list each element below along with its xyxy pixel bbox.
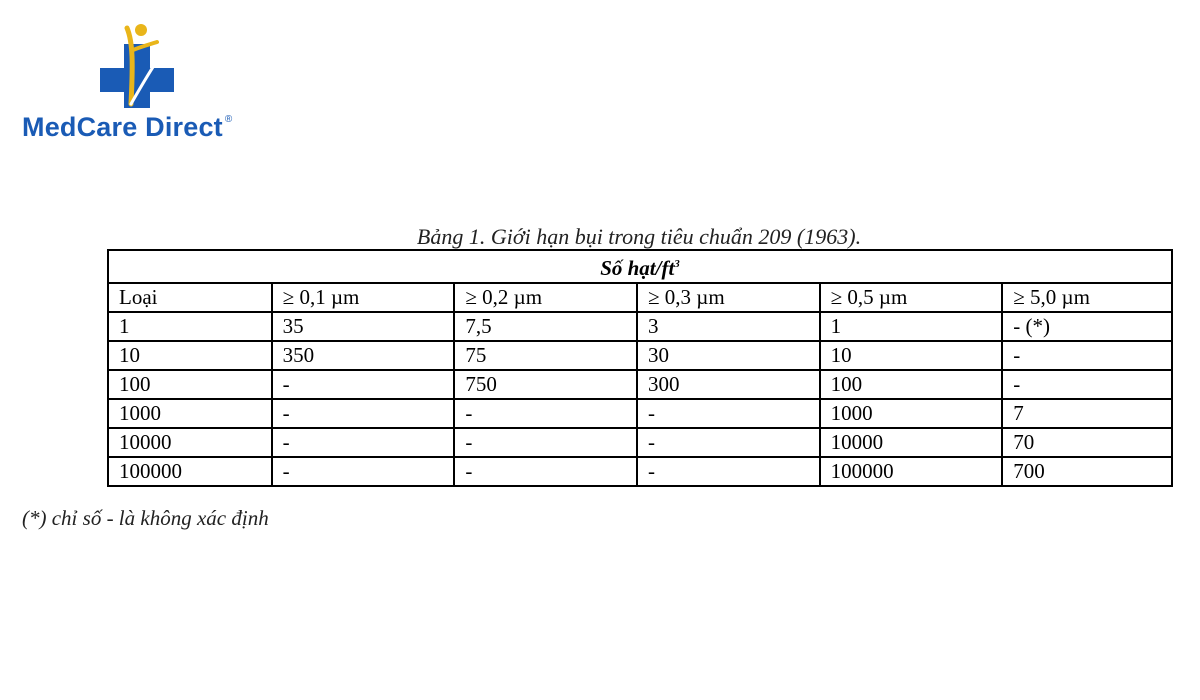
table-row — [108, 312, 1172, 341]
table-cell: - — [272, 428, 455, 457]
table-cell: 3 — [637, 312, 820, 341]
table-cell: 750 — [454, 370, 637, 399]
table-group-header-row — [108, 250, 1172, 283]
table-cell: 1000 — [820, 399, 1003, 428]
column-header: ≥ 0,1 µm — [272, 283, 455, 312]
registered-mark: ® — [224, 114, 233, 125]
column-header: ≥ 0,2 µm — [454, 283, 637, 312]
table-cell: 10000 — [820, 428, 1003, 457]
table-cell: 1000 — [108, 399, 272, 428]
table-cell: - — [272, 399, 455, 428]
table-caption: Bảng 1. Giới hạn bụi trong tiêu chuẩn 209 (1963). — [416, 224, 862, 249]
table-cell: - — [637, 399, 820, 428]
table-cell: 100 — [108, 370, 272, 399]
table-cell: 350 — [272, 341, 455, 370]
table-cell: 70 — [1002, 428, 1172, 457]
group-header-text: Số hạt/ft — [600, 256, 675, 280]
table-cell: - (*) — [1002, 312, 1172, 341]
dust-limit-table — [107, 249, 1173, 487]
column-header: ≥ 5,0 µm — [1002, 283, 1172, 312]
table-cell: 75 — [454, 341, 637, 370]
medcare-direct-logo — [22, 20, 282, 150]
column-header: ≥ 0,3 µm — [637, 283, 820, 312]
table-cell: - — [1002, 341, 1172, 370]
table-cell: 10000 — [108, 428, 272, 457]
table-cell: - — [1002, 370, 1172, 399]
table-column-header-row — [108, 283, 1172, 312]
table-cell: 300 — [637, 370, 820, 399]
group-header-superscript: 3 — [674, 258, 680, 270]
table-row — [108, 428, 1172, 457]
group-header-cell — [108, 250, 1172, 283]
brand-name — [22, 112, 232, 143]
table-cell: - — [272, 370, 455, 399]
table-cell: - — [637, 457, 820, 486]
table-row — [108, 457, 1172, 486]
table-cell: - — [454, 399, 637, 428]
column-header: Loại — [108, 283, 272, 312]
table-cell: 7,5 — [454, 312, 637, 341]
table-cell: - — [272, 457, 455, 486]
table-cell: 35 — [272, 312, 455, 341]
brand-name-text: MedCare Direct — [22, 112, 223, 142]
table-cell: 7 — [1002, 399, 1172, 428]
table-row — [108, 341, 1172, 370]
dust-table-body — [108, 250, 1172, 486]
table-cell: 1 — [820, 312, 1003, 341]
table-cell: 30 — [637, 341, 820, 370]
table-cell: - — [454, 457, 637, 486]
table-cell: - — [454, 428, 637, 457]
table-cell: 10 — [820, 341, 1003, 370]
table-cell: 100000 — [108, 457, 272, 486]
table-row — [108, 370, 1172, 399]
footnote: (*) chỉ số - là không xác định — [22, 506, 269, 530]
table-cell: 10 — [108, 341, 272, 370]
table-cell: 700 — [1002, 457, 1172, 486]
medical-cross-figure-icon — [97, 20, 177, 110]
table-row — [108, 399, 1172, 428]
column-header: ≥ 0,5 µm — [820, 283, 1003, 312]
table-cell: 1 — [108, 312, 272, 341]
table-cell: 100 — [820, 370, 1003, 399]
table-cell: 100000 — [820, 457, 1003, 486]
table-cell: - — [637, 428, 820, 457]
